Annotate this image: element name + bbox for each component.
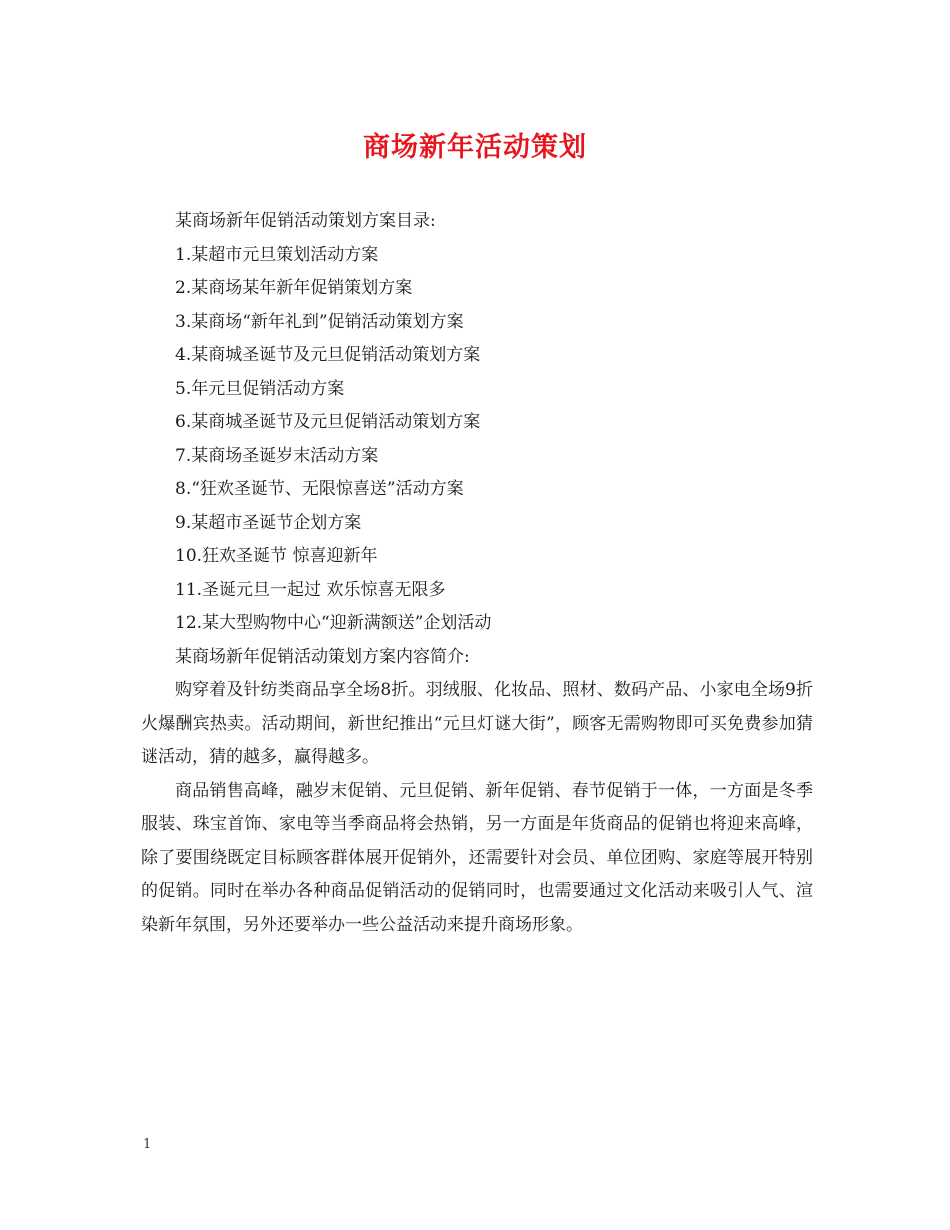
toc-item: 11.圣诞元旦一起过 欢乐惊喜无限多: [175, 579, 446, 600]
toc-item: 5.年元旦促销活动方案: [175, 378, 345, 399]
toc-heading: 某商场新年促销活动策划方案目录:: [175, 211, 436, 231]
toc-item: 4.某商城圣诞节及元旦促销活动策划方案: [175, 345, 481, 365]
toc-item: 1.某超市元旦策划活动方案: [175, 244, 379, 265]
intro-heading: 某商场新年促销活动策划方案内容简介:: [175, 646, 470, 667]
toc-item: 12.某大型购物中心“迎新满额送”企划活动: [175, 613, 492, 633]
toc-item: 8.“狂欢圣诞节、无限惊喜送”活动方案: [175, 479, 464, 499]
toc-item: 9.某超市圣诞节企划方案: [175, 512, 362, 533]
toc-item: 2.某商场某年新年促销策划方案: [175, 278, 413, 298]
body-paragraph: 购穿着及针纺类商品享全场8折。羽绒服、化妆品、照材、数码产品、小家电全场9折火爆酬宾热卖。活动期间，新世纪推出“元旦灯谜大街”，顾客无需购物即可买免费参加猜谜活动，猜的越多，赢得越多。: [141, 680, 813, 767]
document-title: 商场新年活动策划: [363, 132, 587, 163]
body-paragraph: 商品销售高峰，融岁末促销、元旦促销、新年促销、春节促销于一体，一方面是冬季服装、珠宝首饰、家电等当季商品将会热销，另一方面是年货商品的促销也将迎来高峰，除了要围绕既定目标顾客群体展开促销外，还需要针对会员、单位团购、家庭等展开特别的促销。同时在举办各种商品促销活动的促销同时，也需要通过文化活动来吸引人气、渲染新年氛围，另外还要举办一些公益活动来提升商场形象。: [141, 780, 813, 935]
toc-item: 3.某商场“新年礼到”促销活动策划方案: [175, 311, 464, 332]
toc-item: 7.某商场圣诞岁末活动方案: [175, 445, 379, 466]
toc-item: 6.某商城圣诞节及元旦促销活动策划方案: [175, 412, 481, 432]
page-number: 1: [143, 1137, 152, 1152]
document-body: [141, 205, 813, 942]
toc-item: 10.狂欢圣诞节 惊喜迎新年: [175, 546, 378, 566]
